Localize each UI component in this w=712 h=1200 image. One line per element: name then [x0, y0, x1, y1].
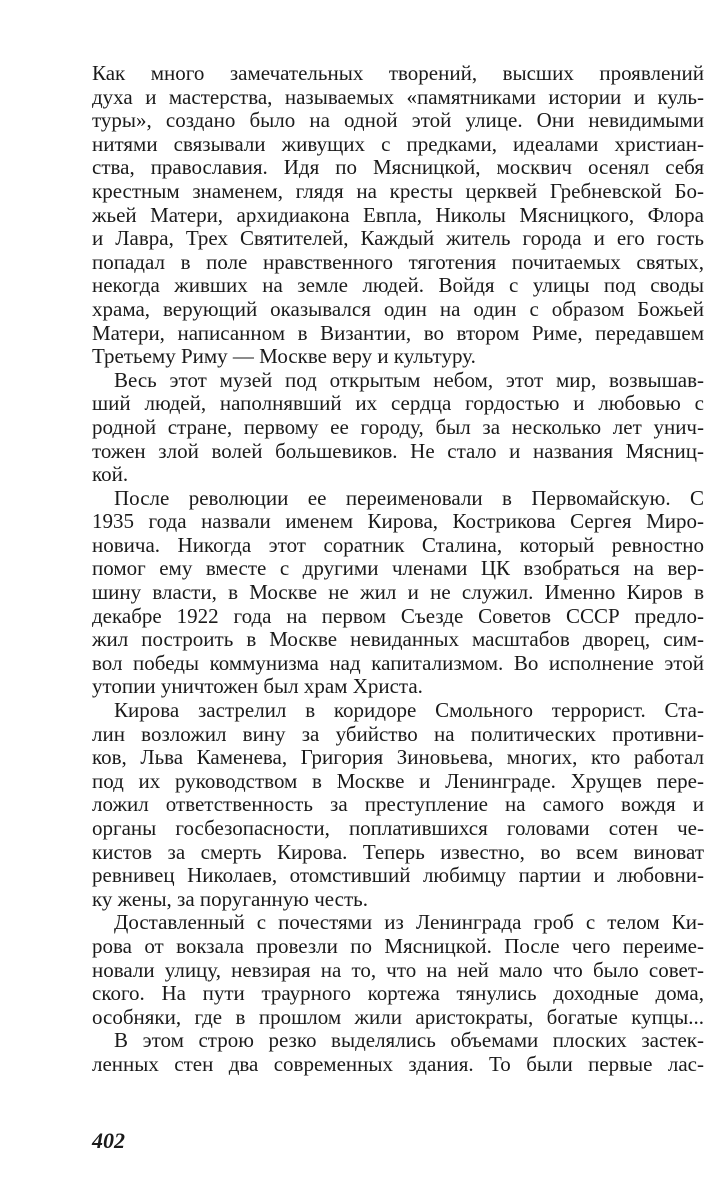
paragraph-1	[92, 62, 704, 369]
text-line: попадал в поле нравственного тяготения почитаемых святых,	[92, 249, 704, 274]
text-line: В этом строю резко выделялись объемами плоских застек-	[114, 1028, 704, 1053]
text-line: лин возложил вину за убийство на политических противни-	[92, 721, 704, 746]
text-line: декабре 1922 года на первом Съезде Советов СССР предло-	[92, 603, 704, 628]
text-line: туры», создано было на одной этой улице. Они невидимыми	[92, 108, 704, 133]
text-line: нитями связывали живущих с предками, идеалами христиан-	[92, 131, 704, 156]
text-line: Третьему Риму — Москве веру и культуру.	[92, 344, 476, 369]
text-line: храма, верующий оказывался один на один с образом Божьей	[92, 296, 704, 321]
text-line: ства, православия. Идя по Мясницкой, москвич осенял себя	[92, 155, 704, 180]
text-line: крестным знаменем, глядя на кресты церквей Гребневской Бо-	[92, 178, 704, 203]
text-line: кой.	[92, 462, 129, 487]
text-line: После революции ее переименовали в Первомайскую. С	[114, 485, 704, 510]
paragraph-6	[92, 1029, 704, 1076]
text-line: 1935 года назвали именем Кирова, Кострикова Сергея Миро-	[92, 509, 704, 534]
text-line: родной стране, первому ее городу, был за несколько лет унич-	[92, 414, 704, 439]
text-line: ку жены, за поруганную честь.	[92, 886, 368, 911]
text-line: вол победы коммунизма над капитализмом. Во исполнение этой	[92, 650, 704, 675]
paragraph-4	[92, 699, 704, 911]
text-line: шину власти, в Москве не жил и не служил. Именно Киров в	[92, 580, 704, 605]
paragraph-3	[92, 487, 704, 699]
text-line: Матери, написанном в Византии, во втором Риме, передавшем	[92, 320, 704, 345]
page-body	[92, 62, 704, 1077]
text-line: Как много замечательных творений, высших проявлений	[92, 61, 704, 85]
paragraph-2	[92, 369, 704, 487]
text-line: помог ему вместе с другими членами ЦК взобраться на вер-	[92, 556, 704, 581]
text-line: ревнивец Николаев, отомстивший любимцу партии и любовни-	[92, 863, 704, 888]
text-line: и Лавра, Трех Святителей, Каждый житель города и его гость	[92, 226, 704, 251]
text-line: новали улицу, невзирая на то, что на ней мало что было совет-	[92, 957, 704, 982]
text-line: Кирова застрелил в коридоре Смольного террорист. Ста-	[114, 698, 704, 723]
text-line: рова от вокзала провезли по Мясницкой. После чего переиме-	[92, 933, 704, 958]
text-line: Весь этот музей под открытым небом, этот мир, возвышав-	[114, 367, 704, 392]
text-line: ского. На пути траурного кортежа тянулись доходные дома,	[92, 981, 704, 1006]
text-line: ленных стен два современных здания. То были первые лас-	[92, 1051, 704, 1076]
text-line: ложил ответственность за преступление на самого вождя и	[92, 792, 704, 817]
text-line: духа и мастерства, называемых «памятниками истории и куль-	[92, 84, 704, 109]
text-line: ков, Льва Каменева, Григория Зиновьева, многих, кто работал	[92, 745, 704, 770]
text-line: под их руководством в Москве и Ленинграде. Хрущев пере-	[92, 768, 704, 793]
text-line: особняки, где в прошлом жили аристократы, богатые купцы...	[92, 1004, 704, 1029]
paragraph-5	[92, 911, 704, 1029]
page-number: 402	[92, 1128, 125, 1153]
text-line: органы госбезопасности, поплатившихся головами сотен че-	[92, 816, 704, 840]
text-line: Доставленный с почестями из Ленинграда гроб с телом Ки-	[114, 910, 704, 935]
text-line: тожен злой волей большевиков. Не стало и названия Мясниц-	[92, 438, 704, 463]
text-line: ший людей, наполнявший их сердца гордостью и любовью с	[92, 391, 704, 416]
text-line: кистов за смерть Кирова. Теперь известно, во всем виноват	[92, 839, 704, 864]
text-line: утопии уничтожен был храм Христа.	[92, 674, 423, 699]
text-line: некогда живших на земле людей. Войдя с улицы под своды	[92, 273, 704, 298]
text-line: новича. Никогда этот соратник Сталина, который ревностно	[92, 532, 704, 557]
text-line: жил построить в Москве невиданных масштабов дворец, сим-	[92, 627, 704, 652]
text-line: жьей Матери, архидиакона Евпла, Николы Мясницкого, Флора	[92, 202, 704, 227]
